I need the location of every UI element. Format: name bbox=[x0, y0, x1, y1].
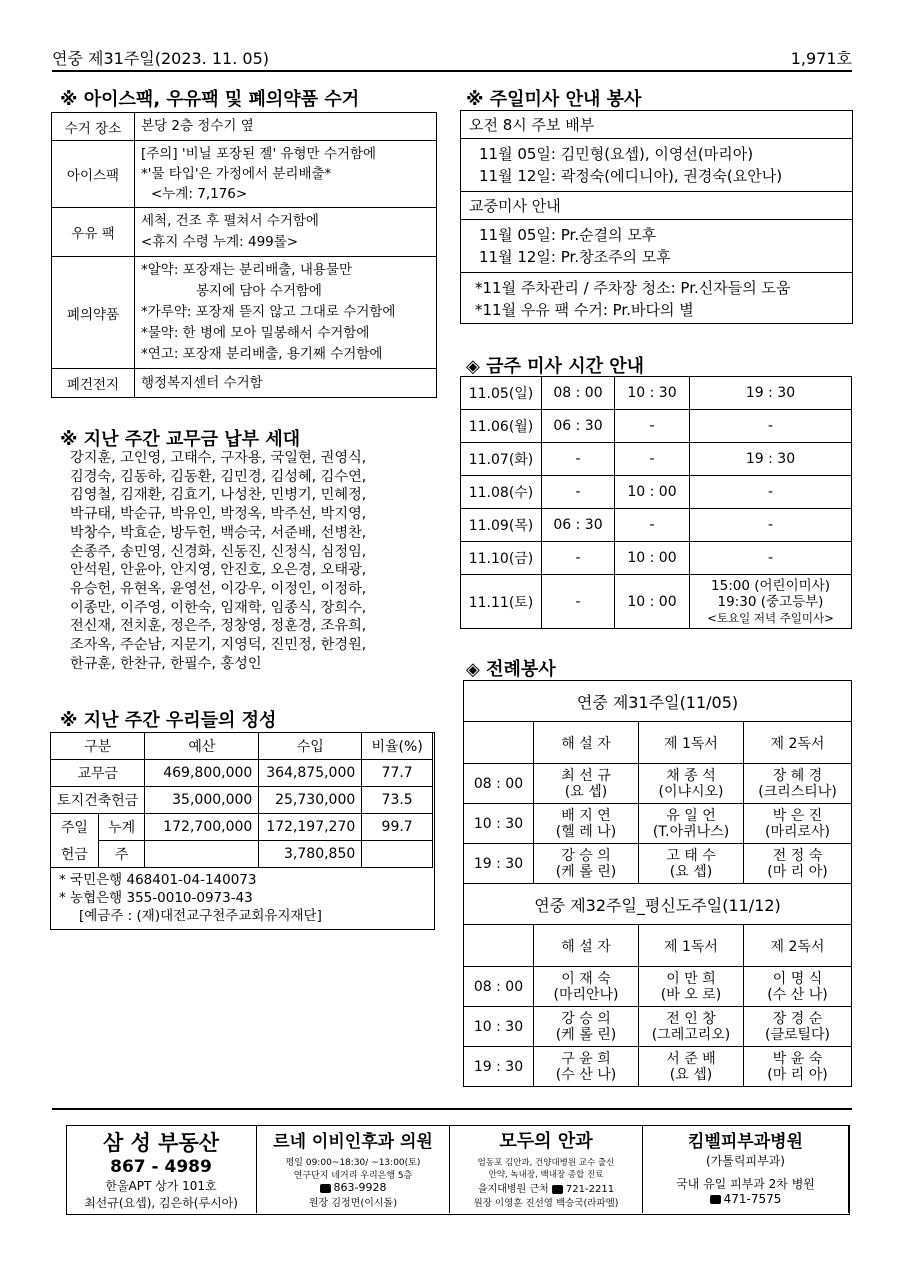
footer-rule bbox=[52, 1108, 852, 1110]
col-header: 예산 bbox=[145, 733, 259, 760]
server-name: 이 만 희 bbox=[666, 970, 716, 987]
mass-day: 11.10(금) bbox=[461, 542, 542, 575]
finance-title: ※ 지난 주간 우리들의 정성 bbox=[60, 710, 277, 731]
liturgy-row bbox=[464, 804, 852, 844]
baptismal-name: (T.아퀴나스) bbox=[652, 823, 730, 840]
mass-time: - bbox=[615, 509, 690, 542]
sub-label: 누계 bbox=[98, 814, 145, 841]
mass-day: 11.09(목) bbox=[461, 509, 542, 542]
liturgy-row bbox=[464, 764, 852, 804]
role-header-row bbox=[464, 722, 852, 764]
mass-time-line: - bbox=[767, 517, 774, 533]
row-label: 아이스팩 bbox=[52, 141, 135, 208]
role-header: 해 설 자 bbox=[534, 925, 639, 967]
server-cell bbox=[639, 764, 744, 804]
income: 172,197,270 bbox=[259, 814, 362, 841]
note: *11월 주차관리 / 주차장 청소: Pr.신자들의 도움 bbox=[475, 279, 791, 297]
col-header: 구분 bbox=[51, 733, 145, 760]
phone-icon bbox=[710, 1195, 721, 1204]
donor-line: 조자옥, 주순남, 지문기, 지영덕, 진민정, 한경원, bbox=[70, 637, 367, 654]
bank-line: * 국민은행 468401-04-140073 bbox=[59, 872, 257, 888]
mass-time-line: 19:30 (중고등부) bbox=[717, 593, 824, 610]
ratio: 77.7 bbox=[362, 760, 433, 787]
line: 11월 12일: 곽정숙(에디니아), 권경숙(요안나) bbox=[479, 167, 783, 185]
icepack-table bbox=[51, 112, 437, 398]
mass-row bbox=[461, 575, 852, 629]
liturgy-title: ◈ 전례봉사 bbox=[466, 659, 556, 680]
mass-time: 06 : 30 bbox=[542, 509, 615, 542]
ad-name: 킴벨피부과병원 bbox=[688, 1132, 803, 1152]
ad-name: 삼 성 부동산 bbox=[102, 1131, 220, 1155]
role-header: 제 1독서 bbox=[639, 925, 744, 967]
mass-time: 08 : 00 bbox=[542, 377, 615, 410]
line: 11월 05일: 김민형(요셉), 이영선(마리아) bbox=[479, 145, 754, 163]
mass-day: 11.07(화) bbox=[461, 443, 542, 476]
role-header: 제 2독서 bbox=[744, 925, 852, 967]
mass-time: 10 : 00 bbox=[615, 575, 690, 629]
income: 25,730,000 bbox=[259, 787, 362, 814]
mass-time: 10 : 30 bbox=[615, 377, 690, 410]
server-cell bbox=[534, 764, 639, 804]
week-caption-row bbox=[464, 681, 852, 722]
ad-eye-clinic bbox=[450, 1125, 643, 1213]
mass-time: 10 : 00 bbox=[615, 476, 690, 509]
liturgy-row bbox=[464, 1047, 852, 1087]
table-header bbox=[51, 733, 433, 760]
baptismal-name: (그레고리오) bbox=[651, 1026, 731, 1043]
server-cell bbox=[744, 1007, 852, 1047]
ratio: 99.7 bbox=[362, 814, 433, 841]
line: <휴지 수령 누계: 499롤> bbox=[141, 234, 299, 250]
ad-line: 을지대병원 근처 bbox=[477, 1184, 549, 1195]
baptismal-name: (바 오 로) bbox=[660, 986, 722, 1003]
donor-line: 김영철, 김재환, 김효기, 나성찬, 민병기, 민혜정, bbox=[70, 487, 367, 504]
server-name: 채 종 석 bbox=[666, 767, 716, 784]
notes bbox=[461, 273, 852, 325]
ad-phone: 471-7575 bbox=[723, 1192, 782, 1206]
donors-title: ※ 지난 주간 교무금 납부 세대 bbox=[60, 429, 301, 450]
server-cell bbox=[534, 804, 639, 844]
row-label: 수거 장소 bbox=[52, 113, 135, 141]
table-row bbox=[52, 208, 437, 257]
row-label: 주일 bbox=[51, 814, 99, 841]
mass-row bbox=[461, 443, 852, 476]
mass-time: 10 : 00 bbox=[615, 542, 690, 575]
server-name: 최 선 규 bbox=[561, 767, 611, 784]
liturgy-time: 08 : 00 bbox=[464, 764, 534, 804]
server-name: 장 경 순 bbox=[772, 1010, 823, 1027]
row-label: 토지건축헌금 bbox=[51, 787, 145, 814]
server-name: 박 은 진 bbox=[772, 807, 823, 824]
baptismal-name: (요 셉) bbox=[564, 783, 608, 800]
ad-line: 원장 이영훈 진선영 백승국(라파엘) bbox=[473, 1198, 619, 1209]
col-header: 수입 bbox=[259, 733, 362, 760]
ad-name: 모두의 안과 bbox=[499, 1131, 593, 1152]
budget: 35,000,000 bbox=[145, 787, 259, 814]
liturgy-time: 08 : 00 bbox=[464, 967, 534, 1007]
server-cell bbox=[639, 804, 744, 844]
role-header: 제 2독서 bbox=[744, 722, 852, 764]
server-cell bbox=[639, 1047, 744, 1087]
line: *연고: 포장재 분리배출, 용기째 수거함에 bbox=[141, 346, 383, 362]
icepack-title: ※ 아이스팩, 우유팩 및 폐의약품 수거 bbox=[60, 89, 360, 110]
mass-time: - bbox=[542, 443, 615, 476]
server-name: 이 재 숙 bbox=[561, 970, 611, 987]
ad-line: 한울APT 상가 101호 bbox=[105, 1179, 217, 1193]
mass-time bbox=[690, 476, 852, 509]
col-header: 비율(%) bbox=[362, 733, 433, 760]
mass-time-line: - bbox=[767, 484, 774, 500]
blank-cell bbox=[464, 925, 534, 967]
liturgy-time: 10 : 30 bbox=[464, 1007, 534, 1047]
donor-line: 안석원, 안윤아, 안지영, 안진호, 오은경, 오태광, bbox=[70, 562, 367, 579]
baptismal-name: (클로틸다) bbox=[764, 1026, 831, 1043]
row-label: 폐의약품 bbox=[52, 257, 135, 369]
phone-icon bbox=[552, 1185, 563, 1194]
donor-line: 전신재, 전치훈, 정은주, 정창영, 정훈경, 조유희, bbox=[70, 618, 367, 635]
server-cell bbox=[534, 1007, 639, 1047]
bank-info bbox=[51, 868, 434, 928]
baptismal-name: (케 롤 린) bbox=[555, 1026, 617, 1043]
section-lines bbox=[461, 220, 852, 273]
mass-time-line: - bbox=[767, 550, 774, 566]
mass-time: - bbox=[542, 476, 615, 509]
donor-line: 이종만, 이주영, 이한숙, 임재학, 임종식, 장희수, bbox=[70, 599, 367, 616]
server-name: 배 지 연 bbox=[561, 807, 611, 824]
liturgy-time: 10 : 30 bbox=[464, 804, 534, 844]
line: 본당 2층 정수기 옆 bbox=[141, 118, 254, 134]
ad-line: 평일 09:00~18:30/ ~13:00(토) bbox=[285, 1158, 421, 1168]
budget: 469,800,000 bbox=[145, 760, 259, 787]
section-head: 교중미사 안내 bbox=[461, 192, 852, 220]
line: 세척, 건조 후 펼쳐서 수거함에 bbox=[141, 213, 319, 229]
server-cell bbox=[639, 844, 744, 884]
mass-time bbox=[690, 542, 852, 575]
server-name: 박 윤 숙 bbox=[772, 1050, 823, 1067]
liturgy-row bbox=[464, 1007, 852, 1047]
section-lines bbox=[461, 139, 852, 192]
ad-line: 안약, 녹내장, 백내장 종합 진료 bbox=[488, 1170, 604, 1180]
donor-line: 강지훈, 고인영, 고태수, 구자용, 국일현, 권영식, bbox=[70, 450, 367, 466]
donor-line: 손종주, 송민영, 신경화, 신동진, 신정식, 심정임, bbox=[70, 543, 367, 560]
liturgy-row bbox=[464, 967, 852, 1007]
ad-realestate bbox=[66, 1125, 257, 1213]
table-row bbox=[52, 257, 437, 369]
ad-line: (가톨릭피부과) bbox=[706, 1154, 785, 1168]
mass-time-line: <토요일 저녁 주일미사> bbox=[707, 610, 834, 625]
mass-day: 11.11(토) bbox=[461, 575, 542, 629]
mass-time-line: - bbox=[767, 418, 774, 434]
ad-ent-clinic bbox=[257, 1125, 450, 1213]
server-cell bbox=[744, 967, 852, 1007]
table-row bbox=[51, 787, 433, 814]
line: <누계: 7,176> bbox=[151, 186, 248, 202]
role-header: 제 1독서 bbox=[639, 722, 744, 764]
sub-label: 주 bbox=[98, 841, 145, 868]
table-row bbox=[51, 841, 433, 868]
mass-table bbox=[460, 376, 852, 629]
table-row bbox=[51, 760, 433, 787]
ad-dermatology bbox=[643, 1125, 849, 1213]
row-label: 우유 팩 bbox=[52, 208, 135, 257]
table-row bbox=[52, 113, 437, 141]
mass-row bbox=[461, 542, 852, 575]
server-cell bbox=[744, 1047, 852, 1087]
server-cell bbox=[534, 844, 639, 884]
service-title: ※ 주일미사 안내 봉사 bbox=[466, 89, 642, 110]
row-content bbox=[135, 141, 437, 208]
phone-icon bbox=[320, 1184, 331, 1193]
mass-time: - bbox=[615, 443, 690, 476]
server-name: 전 정 숙 bbox=[772, 847, 823, 864]
ad-line: 연구단지 네거리 우리은행 5층 bbox=[293, 1171, 413, 1181]
ad-line: 원장 김정면(이시돌) bbox=[308, 1198, 398, 1209]
server-name: 구 윤 희 bbox=[561, 1050, 611, 1067]
server-name: 이 명 식 bbox=[772, 970, 823, 987]
week-caption: 연중 제31주일(11/05) bbox=[464, 681, 852, 722]
mass-time: 06 : 30 bbox=[542, 410, 615, 443]
baptismal-name: (요 셉) bbox=[669, 1066, 713, 1083]
server-cell bbox=[744, 804, 852, 844]
income: 364,875,000 bbox=[259, 760, 362, 787]
line: *'물 타입'은 가정에서 분리배출* bbox=[141, 166, 332, 182]
table-row bbox=[52, 141, 437, 208]
ad-line: 국내 유일 피부과 2차 병원 bbox=[676, 1177, 815, 1191]
baptismal-name: (이냐시오) bbox=[658, 783, 724, 800]
line: *알약: 포장재는 분리배출, 내용물만 bbox=[141, 262, 353, 278]
page-header bbox=[52, 44, 852, 72]
line: 11월 05일: Pr.순결의 모후 bbox=[479, 226, 657, 244]
line: *물약: 한 병에 모아 밀봉해서 수거함에 bbox=[141, 325, 370, 341]
service-box bbox=[460, 110, 853, 324]
role-header-row bbox=[464, 925, 852, 967]
finance-box bbox=[50, 732, 435, 930]
liturgy-table bbox=[463, 680, 852, 1087]
issue-number: 1,971호 bbox=[790, 49, 852, 68]
row-content bbox=[135, 113, 437, 141]
mass-row bbox=[461, 410, 852, 443]
donor-names bbox=[70, 449, 366, 673]
mass-time: - bbox=[615, 410, 690, 443]
baptismal-name: (크리스티나) bbox=[758, 783, 837, 800]
server-cell bbox=[639, 1007, 744, 1047]
baptismal-name: (헬 레 나) bbox=[555, 823, 617, 840]
mass-time bbox=[690, 443, 852, 476]
server-name: 서 준 배 bbox=[666, 1050, 716, 1067]
bank-line: [예금주 : (재)대전교구천주교회유지재단] bbox=[79, 908, 322, 924]
mass-time-line: 19 : 30 bbox=[745, 451, 796, 467]
server-cell bbox=[744, 764, 852, 804]
mass-time-line: 15:00 (어린이미사) bbox=[711, 577, 830, 594]
row-content bbox=[135, 369, 437, 398]
role-header: 해 설 자 bbox=[534, 722, 639, 764]
baptismal-name: (요 셉) bbox=[669, 863, 713, 880]
mass-day: 11.06(월) bbox=[461, 410, 542, 443]
section-head: 오전 8시 주보 배부 bbox=[461, 111, 852, 139]
mass-row bbox=[461, 476, 852, 509]
ad-phone: 867 - 4989 bbox=[110, 1157, 212, 1177]
row-content bbox=[135, 208, 437, 257]
donor-line: 김경숙, 김동하, 김동환, 김민경, 김성혜, 김수연, bbox=[70, 468, 367, 485]
server-cell bbox=[534, 967, 639, 1007]
mass-time: - bbox=[542, 575, 615, 629]
bank-line: * 농협은행 355-0010-0973-43 bbox=[59, 890, 253, 906]
line: *가루약: 포장재 뜯지 않고 그대로 수거함에 bbox=[141, 304, 396, 320]
liturgy-row bbox=[464, 844, 852, 884]
ad-line: 엄동포 김안과, 건양대병원 교수 출신 bbox=[477, 1158, 615, 1168]
line: 11월 12일: Pr.창조주의 모후 bbox=[479, 248, 671, 266]
server-cell bbox=[744, 844, 852, 884]
baptismal-name: (케 롤 린) bbox=[555, 863, 617, 880]
server-cell bbox=[534, 1047, 639, 1087]
server-name: 강 승 의 bbox=[561, 847, 611, 864]
mass-time bbox=[690, 377, 852, 410]
baptismal-name: (마리로사) bbox=[764, 823, 831, 840]
finance-table bbox=[50, 732, 433, 868]
server-name: 강 승 의 bbox=[561, 1010, 611, 1027]
baptismal-name: (마리안나) bbox=[553, 986, 619, 1003]
mass-time bbox=[690, 575, 852, 629]
issue-date: 연중 제31주일(2023. 11. 05) bbox=[52, 49, 269, 68]
row-label: 교무금 bbox=[51, 760, 145, 787]
server-cell bbox=[639, 967, 744, 1007]
mass-day: 11.05(일) bbox=[461, 377, 542, 410]
row-label: 폐건전지 bbox=[52, 369, 135, 398]
server-name: 고 태 수 bbox=[666, 847, 716, 864]
mass-day: 11.08(수) bbox=[461, 476, 542, 509]
ad-name: 르네 이비인후과 의원 bbox=[273, 1132, 433, 1152]
ad-phone: 863-9928 bbox=[333, 1181, 387, 1194]
week-caption-row bbox=[464, 884, 852, 925]
table-row bbox=[52, 369, 437, 398]
ad-phone: 721-2211 bbox=[565, 1184, 615, 1195]
liturgy-time: 19 : 30 bbox=[464, 1047, 534, 1087]
week-caption: 연중 제32주일_평신도주일(11/12) bbox=[464, 884, 852, 925]
line: [주의] '비닐 포장된 젤' 유형만 수거함에 bbox=[141, 146, 377, 162]
server-name: 유 일 언 bbox=[666, 807, 716, 824]
mass-row bbox=[461, 509, 852, 542]
row-content bbox=[135, 257, 437, 369]
mass-title: ◈ 금주 미사 시간 안내 bbox=[466, 356, 645, 377]
ratio: 73.5 bbox=[362, 787, 433, 814]
donor-line: 박규태, 박순규, 박유인, 박정옥, 박주선, 박지영, bbox=[70, 506, 367, 523]
income: 3,780,850 bbox=[259, 841, 362, 868]
note: *11월 우유 팩 수거: Pr.바다의 별 bbox=[475, 301, 694, 319]
mass-row bbox=[461, 377, 852, 410]
blank-cell bbox=[464, 722, 534, 764]
donor-line: 박창수, 박효순, 방두헌, 백승국, 서준배, 선병찬, bbox=[70, 524, 367, 541]
mass-time: - bbox=[542, 542, 615, 575]
table-row bbox=[51, 814, 433, 841]
budget: 172,700,000 bbox=[145, 814, 259, 841]
donor-line: 한규훈, 한찬규, 한필수, 홍성인 bbox=[70, 655, 262, 672]
mass-time bbox=[690, 410, 852, 443]
ad-line: 최선규(요셉), 김은하(루시아) bbox=[84, 1196, 238, 1210]
row-label: 헌금 bbox=[51, 841, 99, 868]
mass-time bbox=[690, 509, 852, 542]
server-name: 전 인 창 bbox=[666, 1010, 716, 1027]
line: 봉지에 담아 수거함에 bbox=[196, 283, 322, 299]
server-name: 장 혜 경 bbox=[772, 767, 823, 784]
baptismal-name: (마 리 아) bbox=[767, 863, 828, 880]
line: 행정복지센터 수거함 bbox=[141, 374, 263, 391]
baptismal-name: (마 리 아) bbox=[767, 1066, 828, 1083]
baptismal-name: (수 산 나) bbox=[555, 1066, 617, 1083]
mass-time-line: 19 : 30 bbox=[745, 385, 796, 401]
baptismal-name: (수 산 나) bbox=[767, 986, 828, 1003]
donor-line: 유승헌, 유현옥, 윤영선, 이강우, 이정인, 이정하, bbox=[70, 580, 367, 597]
liturgy-time: 19 : 30 bbox=[464, 844, 534, 884]
